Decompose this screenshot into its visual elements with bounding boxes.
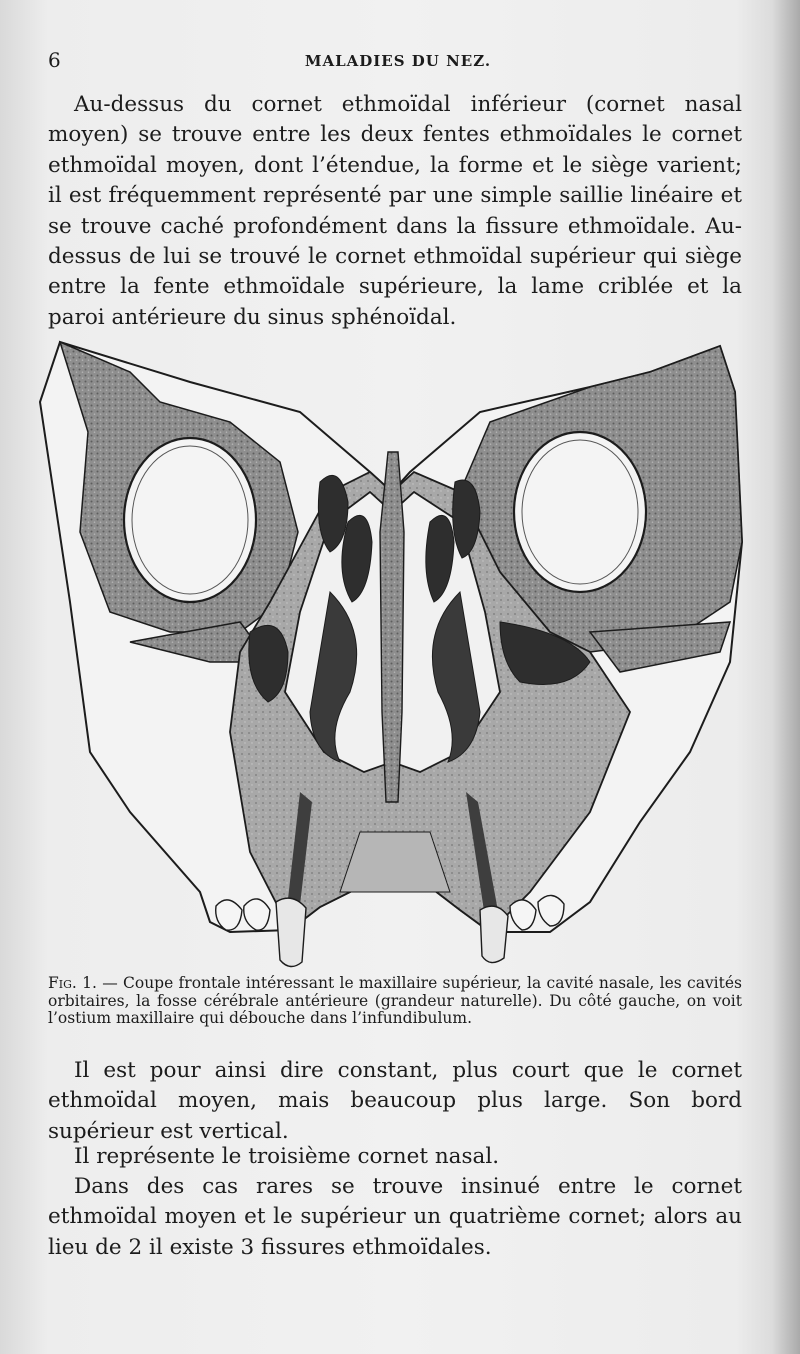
paragraph-3: Il représente le troisième cornet nasal.	[74, 1144, 500, 1169]
nasal-septum	[380, 452, 404, 802]
figure-label: Fig. 1.	[48, 974, 97, 992]
page-header	[48, 48, 748, 72]
palate-center	[340, 832, 450, 892]
running-title: MALADIES DU NEZ.	[304, 52, 492, 70]
paragraph-2: Il est pour ainsi dire constant, plus court que le cornet ethmoïdal moyen, mais beaucoup plus large. Son bord supérieur est vertical.	[48, 1058, 742, 1144]
right-orbit	[514, 432, 646, 592]
tooth-left-canine	[276, 898, 306, 966]
anatomical-figure	[30, 332, 762, 972]
figure-caption	[48, 975, 742, 1028]
tooth-right-canine	[480, 906, 508, 962]
paragraph-1: Au-dessus du cornet ethmoïdal inférieur (cornet nasal moyen) se trouve entre les deux fentes ethmoïdales le cornet ethmoïdal moyen, dont l’étendue, la forme et le siège varient; il est fréquemment représenté par une simple saillie linéaire et se trouve caché profondément dans la fissure ethmoïdale. Au-dessus de lui se trouvé le cornet ethmoïdal supérieur qui siège entre la fente ethmoïdale supérieure, la lame criblée et la paroi antérieure du sinus sphénoïdal.	[48, 92, 742, 330]
paragraph-4: Dans des cas rares se trouve insinué entre le cornet ethmoïdal moyen et le supérieur un quatrième cornet; alors au lieu de 2 il existe 3 fissures ethmoïdales.	[48, 1174, 742, 1260]
page-edge-shadow	[772, 0, 800, 1354]
left-orbit	[124, 438, 256, 602]
page-number: 6	[48, 48, 61, 72]
figure-caption-text: — Coupe frontale intéressant le maxillaire supérieur, la cavité nasale, les cavités orbitaires, la fosse cérébrale antérieure (grandeur naturelle). Du côté gauche, on voit l’ostium maxillaire qui débouche dans l’infundibulum.	[48, 974, 742, 1027]
